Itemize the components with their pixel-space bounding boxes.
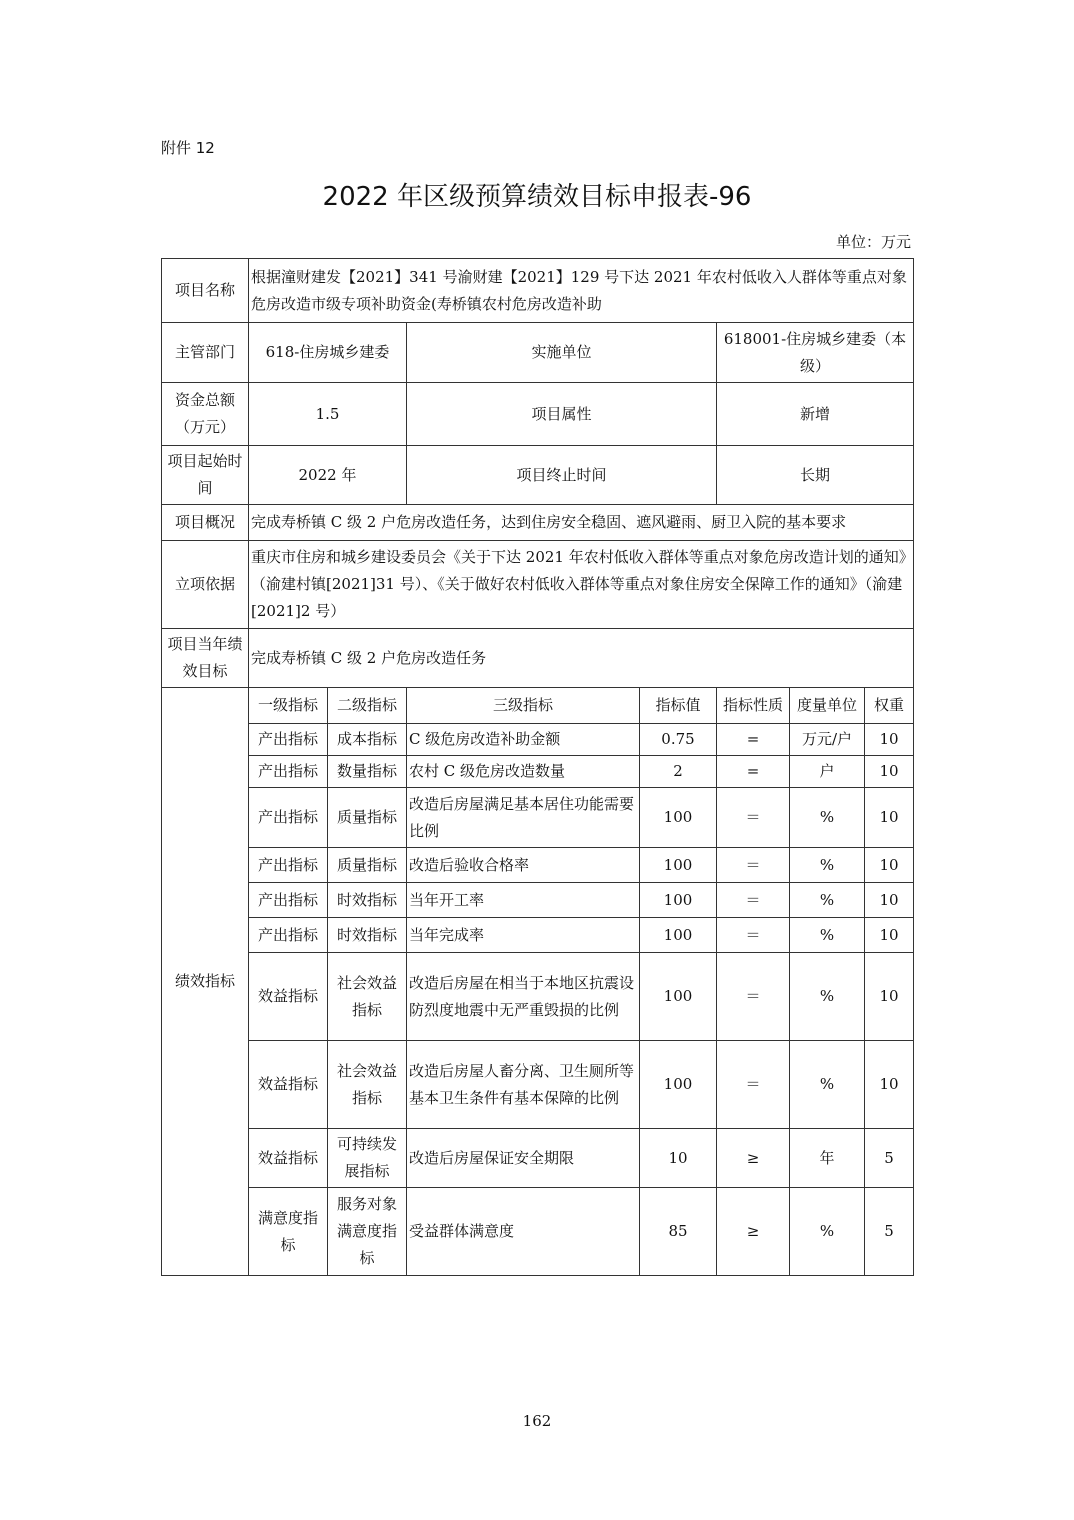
- table-row: [162, 953, 914, 1041]
- level3-cell: 改造后房屋在相当于本地区抗震设防烈度地震中无严重毁损的比例: [407, 953, 640, 1041]
- level2-cell: 数量指标: [328, 756, 407, 788]
- unit-cell: %: [790, 1041, 865, 1129]
- nature-cell: ＝: [717, 848, 790, 883]
- level3-cell: 受益群体满意度: [407, 1188, 640, 1276]
- nature-cell: =: [717, 724, 790, 756]
- unit-cell: 年: [790, 1129, 865, 1188]
- header-cell: 度量单位: [790, 688, 865, 724]
- project-name-value: 根据潼财建发【2021】341 号渝财建【2021】129 号下达 2021 年农村低收入人群体等重点对象危房改造市级专项补助资金(寿桥镇农村危房改造补助: [249, 259, 914, 323]
- level2-cell: 时效指标: [328, 883, 407, 918]
- level2-cell: 时效指标: [328, 918, 407, 953]
- level3-cell: 改造后验收合格率: [407, 848, 640, 883]
- weight-cell: 10: [865, 756, 914, 788]
- funds-label: 资金总额（万元）: [162, 383, 249, 446]
- basis-label: 立项依据: [162, 541, 249, 629]
- table-row: [162, 1129, 914, 1188]
- overview-value: 完成寿桥镇 C 级 2 户危房改造任务，达到住房安全稳固、遮风避雨、厨卫入院的基本要求: [249, 505, 914, 541]
- level1-cell: 产出指标: [249, 724, 328, 756]
- value-cell: 2: [640, 756, 717, 788]
- header-cell: 三级指标: [407, 688, 640, 724]
- unit-cell: %: [790, 883, 865, 918]
- table-row: [162, 918, 914, 953]
- end-label: 项目终止时间: [407, 446, 717, 505]
- goal-label: 项目当年绩效目标: [162, 629, 249, 688]
- level1-cell: 满意度指标: [249, 1188, 328, 1276]
- weight-cell: 10: [865, 918, 914, 953]
- nature-cell: ＝: [717, 918, 790, 953]
- basis-value: 重庆市住房和城乡建设委员会《关于下达 2021 年农村低收入群体等重点对象危房改造计划的通知》（渝建村镇[2021]31 号）、《关于做好农村低收入群体等重点对象住房安全保障工作的通知》（渝建[2021]2 号）: [249, 541, 914, 629]
- row-project-name: [162, 259, 914, 323]
- level2-cell: 服务对象满意度指标: [328, 1188, 407, 1276]
- attachment-label: 附件 12: [161, 139, 215, 157]
- level3-cell: C 级危房改造补助金额: [407, 724, 640, 756]
- level1-cell: 产出指标: [249, 883, 328, 918]
- weight-cell: 10: [865, 953, 914, 1041]
- weight-cell: 10: [865, 724, 914, 756]
- unit-cell: %: [790, 1188, 865, 1276]
- page-title: 2022 年区级预算绩效目标申报表-96: [322, 182, 752, 212]
- row-overview: [162, 505, 914, 541]
- nature-cell: ≥: [717, 1188, 790, 1276]
- table-row: [162, 883, 914, 918]
- level1-cell: 产出指标: [249, 756, 328, 788]
- unit-cell: %: [790, 918, 865, 953]
- row-dept: [162, 323, 914, 383]
- end-value: 长期: [717, 446, 914, 505]
- level3-cell: 改造后房屋保证安全期限: [407, 1129, 640, 1188]
- level1-cell: 产出指标: [249, 918, 328, 953]
- nature-cell: ＝: [717, 788, 790, 848]
- header-cell: 指标性质: [717, 688, 790, 724]
- level2-cell: 质量指标: [328, 848, 407, 883]
- dept-value: 618-住房城乡建委: [249, 323, 407, 383]
- table-row: [162, 724, 914, 756]
- value-cell: 85: [640, 1188, 717, 1276]
- nature-cell: ＝: [717, 953, 790, 1041]
- goal-value: 完成寿桥镇 C 级 2 户危房改造任务: [249, 629, 914, 688]
- level2-cell: 社会效益指标: [328, 953, 407, 1041]
- row-goal: [162, 629, 914, 688]
- start-label: 项目起始时间: [162, 446, 249, 505]
- page-number: 162: [522, 1412, 552, 1430]
- level1-cell: 效益指标: [249, 1129, 328, 1188]
- project-name-label: 项目名称: [162, 259, 249, 323]
- header-cell: 二级指标: [328, 688, 407, 724]
- value-cell: 100: [640, 953, 717, 1041]
- level2-cell: 社会效益指标: [328, 1041, 407, 1129]
- level1-cell: 效益指标: [249, 953, 328, 1041]
- weight-cell: 10: [865, 848, 914, 883]
- funds-value: 1.5: [249, 383, 407, 446]
- weight-cell: 5: [865, 1129, 914, 1188]
- level1-cell: 效益指标: [249, 1041, 328, 1129]
- level3-cell: 当年开工率: [407, 883, 640, 918]
- value-cell: 0.75: [640, 724, 717, 756]
- level3-cell: 改造后房屋满足基本居住功能需要比例: [407, 788, 640, 848]
- level2-cell: 质量指标: [328, 788, 407, 848]
- unit-cell: %: [790, 953, 865, 1041]
- table-row: [162, 788, 914, 848]
- table-row: [162, 1188, 914, 1276]
- nature-cell: =: [717, 756, 790, 788]
- header-cell: 指标值: [640, 688, 717, 724]
- nature-cell: ≥: [717, 1129, 790, 1188]
- value-cell: 100: [640, 1041, 717, 1129]
- unit-cell: %: [790, 788, 865, 848]
- level2-cell: 可持续发展指标: [328, 1129, 407, 1188]
- row-dates: [162, 446, 914, 505]
- level3-cell: 改造后房屋人畜分离、卫生厕所等基本卫生条件有基本保障的比例: [407, 1041, 640, 1129]
- level3-cell: 当年完成率: [407, 918, 640, 953]
- start-value: 2022 年: [249, 446, 407, 505]
- level1-cell: 产出指标: [249, 848, 328, 883]
- weight-cell: 10: [865, 883, 914, 918]
- budget-performance-table: [161, 258, 914, 1276]
- value-cell: 100: [640, 788, 717, 848]
- level3-cell: 农村 C 级危房改造数量: [407, 756, 640, 788]
- weight-cell: 10: [865, 788, 914, 848]
- nature-cell: ＝: [717, 883, 790, 918]
- dept-label: 主管部门: [162, 323, 249, 383]
- value-cell: 100: [640, 883, 717, 918]
- value-cell: 100: [640, 918, 717, 953]
- level1-cell: 产出指标: [249, 788, 328, 848]
- header-cell: 权重: [865, 688, 914, 724]
- attr-value: 新增: [717, 383, 914, 446]
- unit-cell: 户: [790, 756, 865, 788]
- value-cell: 100: [640, 848, 717, 883]
- perf-label: 绩效指标: [162, 688, 249, 1276]
- unit-cell: 万元/户: [790, 724, 865, 756]
- perf-header-row: [162, 688, 914, 724]
- unit-cell: %: [790, 848, 865, 883]
- table-row: [162, 756, 914, 788]
- table-row: [162, 848, 914, 883]
- row-funds: [162, 383, 914, 446]
- overview-label: 项目概况: [162, 505, 249, 541]
- impl-value: 618001-住房城乡建委（本级）: [717, 323, 914, 383]
- weight-cell: 10: [865, 1041, 914, 1129]
- attr-label: 项目属性: [407, 383, 717, 446]
- value-cell: 10: [640, 1129, 717, 1188]
- table-row: [162, 1041, 914, 1129]
- unit-label: 单位：万元: [835, 233, 911, 251]
- row-basis: [162, 541, 914, 629]
- header-cell: 一级指标: [249, 688, 328, 724]
- level2-cell: 成本指标: [328, 724, 407, 756]
- nature-cell: ＝: [717, 1041, 790, 1129]
- impl-label: 实施单位: [407, 323, 717, 383]
- weight-cell: 5: [865, 1188, 914, 1276]
